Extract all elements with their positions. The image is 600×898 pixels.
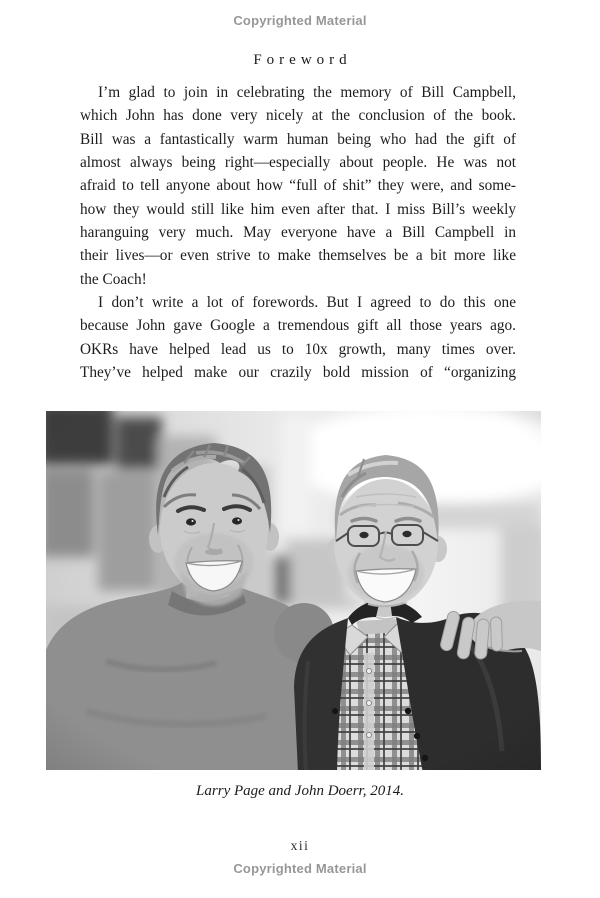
body-text-line-p1-l3: Bill was a fantastically warm human being who had the gift of [80, 130, 516, 148]
body-text-line-p1-l6: how they would still like him even after that. I miss Bill’s weekly [80, 200, 516, 218]
body-text-line-p1-l7: haranguing very much. May everyone have a Bill Campbell in [80, 224, 516, 242]
foreword-heading: Foreword [253, 52, 352, 68]
body-text-line-p1-l8: their lives—or even strive to make themselves be a bit more like [80, 247, 516, 265]
body-text-line-p2-l4: They’ve helped make our crazily bold mission of “organizing [80, 364, 516, 382]
body-text-line-p1-l1: I’m glad to join in celebrating the memory of Bill Campbell, [98, 84, 516, 101]
body-text-line-p2-l1: I don’t write a lot of forewords. But I agreed to do this one [98, 294, 516, 312]
body-text-line-p1-l4: almost always being right—especially about people. He was not [80, 154, 516, 172]
body-text [80, 81, 516, 384]
photo-larry-page-john-doerr [46, 411, 541, 770]
body-text-line-p2-l2: because John gave Google a tremendous gift all those years ago. [80, 317, 516, 335]
book-photo-illustration [46, 411, 541, 770]
body-text-line-p2-l3: OKRs have helped lead us to 10x growth, many times over. [80, 340, 516, 358]
body-text-line-p1-l5: afraid to tell anyone about how “full of shit” they were, and some- [80, 177, 516, 195]
body-text-line-p1-l2: which John has done very nicely at the conclusion of the book. [80, 107, 516, 125]
photo-caption: Larry Page and John Doerr, 2014. [196, 783, 404, 799]
copyright-watermark-bottom: Copyrighted Material [233, 861, 367, 876]
page-number: xii [290, 838, 310, 853]
body-text-line-p1-l9: the Coach! [80, 270, 147, 288]
copyright-watermark-top: Copyrighted Material [233, 13, 367, 28]
